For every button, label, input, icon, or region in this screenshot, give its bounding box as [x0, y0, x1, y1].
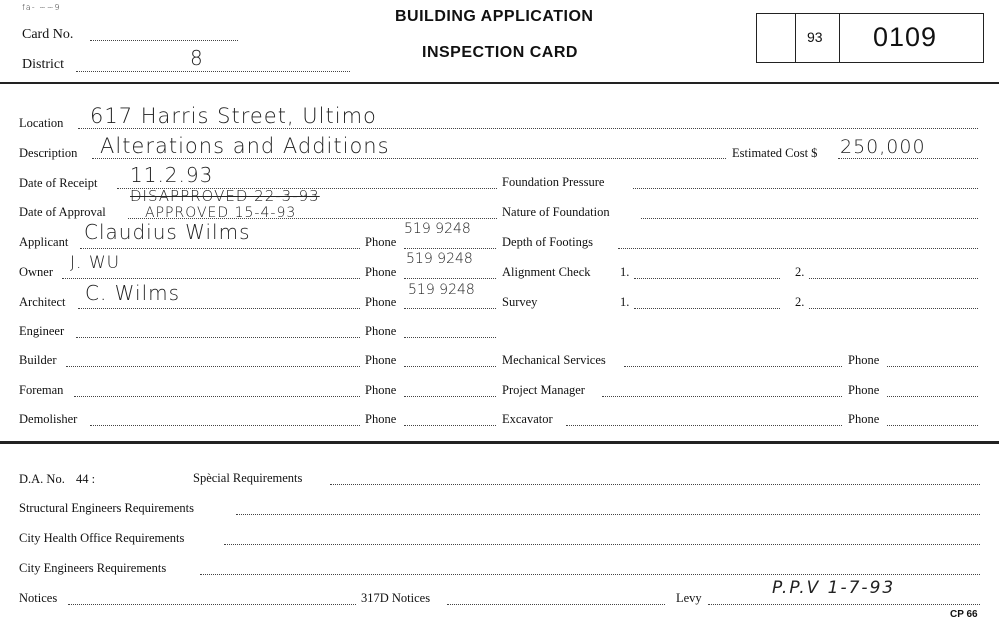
- date-approval-value-1: DISAPPROVED 22-3-93: [130, 187, 320, 205]
- description-field[interactable]: [92, 158, 726, 159]
- form-title: BUILDING APPLICATION: [395, 8, 594, 25]
- health-requirements-field[interactable]: [224, 544, 980, 545]
- location-label: Location: [19, 116, 64, 130]
- foreman-label: Foreman: [19, 383, 64, 397]
- levy-value: P.P.V 1-7-93: [772, 578, 896, 598]
- owner-phone-field[interactable]: [404, 278, 496, 279]
- date-approval-value-2: APPROVED 15-4-93: [145, 205, 297, 221]
- survey-label: Survey: [502, 295, 538, 309]
- structural-requirements-field[interactable]: [236, 514, 980, 515]
- owner-value: J. WU: [70, 253, 121, 273]
- demolisher-field[interactable]: [90, 425, 360, 426]
- project-manager-label: Project Manager: [502, 383, 585, 397]
- alignment-check-2-field[interactable]: [809, 278, 978, 279]
- engineer-phone-field[interactable]: [404, 337, 496, 338]
- levy-label: Levy: [676, 591, 702, 605]
- date-receipt-value: 11.2.93: [130, 163, 214, 187]
- box-divider: [839, 14, 840, 62]
- special-requirements-field[interactable]: [330, 484, 980, 485]
- notices-field[interactable]: [68, 604, 356, 605]
- excavator-phone-label: Phone: [848, 412, 880, 426]
- nature-foundation-label: Nature of Foundation: [502, 205, 610, 219]
- survey-one-label: 1.: [620, 295, 630, 309]
- location-field[interactable]: [78, 128, 978, 129]
- engineer-field[interactable]: [76, 337, 360, 338]
- mechanical-phone-label: Phone: [848, 353, 880, 367]
- district-field[interactable]: [76, 71, 350, 72]
- description-label: Description: [19, 146, 78, 160]
- estimated-cost-value: 250,000: [840, 136, 926, 158]
- nature-foundation-field[interactable]: [641, 218, 978, 219]
- corner-scrawl: fa- ~~9: [22, 3, 61, 12]
- architect-phone-value: 519 9248: [408, 282, 475, 298]
- mechanical-phone-field[interactable]: [887, 366, 978, 367]
- builder-phone-label: Phone: [365, 353, 397, 367]
- da-no-label: D.A. No.: [19, 472, 65, 486]
- card-number-box: [756, 13, 984, 63]
- notices-317d-field[interactable]: [447, 604, 665, 605]
- foreman-phone-field[interactable]: [404, 396, 496, 397]
- architect-phone-label: Phone: [365, 295, 397, 309]
- foreman-field[interactable]: [74, 396, 360, 397]
- project-manager-phone-label: Phone: [848, 383, 880, 397]
- description-value: Alterations and Additions: [100, 134, 390, 158]
- applicant-phone-label: Phone: [365, 235, 397, 249]
- card-number: 0109: [873, 22, 938, 52]
- header-rule: [0, 82, 999, 84]
- applicant-field[interactable]: [80, 248, 360, 249]
- survey-1-field[interactable]: [634, 308, 780, 309]
- date-receipt-label: Date of Receipt: [19, 176, 98, 190]
- builder-label: Builder: [19, 353, 57, 367]
- project-manager-phone-field[interactable]: [887, 396, 978, 397]
- architect-label: Architect: [19, 295, 66, 309]
- mechanical-label: Mechanical Services: [502, 353, 606, 367]
- foundation-pressure-label: Foundation Pressure: [502, 175, 605, 189]
- city-engineers-requirements-field[interactable]: [200, 574, 980, 575]
- levy-field[interactable]: [708, 604, 980, 605]
- architect-field[interactable]: [78, 308, 360, 309]
- owner-field[interactable]: [62, 278, 360, 279]
- owner-phone-value: 519 9248: [406, 251, 473, 267]
- foundation-pressure-field[interactable]: [633, 188, 978, 189]
- notices-317d-label: 317D Notices: [361, 591, 431, 605]
- district-label: District: [22, 57, 64, 72]
- applicant-phone-field[interactable]: [404, 248, 496, 249]
- survey-two-label: 2.: [795, 295, 805, 309]
- alignment-check-label: Alignment Check: [502, 265, 591, 279]
- depth-footings-field[interactable]: [618, 248, 978, 249]
- estimated-cost-field[interactable]: [838, 158, 978, 159]
- date-approval-label: Date of Approval: [19, 205, 106, 219]
- engineer-label: Engineer: [19, 324, 65, 338]
- alignment-one-label: 1.: [620, 265, 630, 279]
- excavator-phone-field[interactable]: [887, 425, 978, 426]
- foreman-phone-label: Phone: [365, 383, 397, 397]
- card-year: 93: [807, 29, 823, 45]
- card-no-field[interactable]: [90, 40, 238, 41]
- applicant-phone-value: 519 9248: [404, 221, 471, 237]
- engineer-phone-label: Phone: [365, 324, 397, 338]
- depth-footings-label: Depth of Footings: [502, 235, 593, 249]
- estimated-cost-label: Estimated Cost $: [732, 146, 818, 160]
- excavator-label: Excavator: [502, 412, 553, 426]
- card-no-label: Card No.: [22, 27, 74, 42]
- owner-label: Owner: [19, 265, 54, 279]
- form-subtitle: INSPECTION CARD: [422, 44, 578, 61]
- survey-2-field[interactable]: [809, 308, 978, 309]
- demolisher-phone-label: Phone: [365, 412, 397, 426]
- architect-phone-field[interactable]: [404, 308, 496, 309]
- demolisher-phone-field[interactable]: [404, 425, 496, 426]
- district-value: 8: [190, 46, 204, 70]
- notices-label: Notices: [19, 591, 58, 605]
- owner-phone-label: Phone: [365, 265, 397, 279]
- section-rule: [0, 441, 999, 444]
- alignment-two-label: 2.: [795, 265, 805, 279]
- architect-value: C. Wilms: [85, 281, 181, 305]
- demolisher-label: Demolisher: [19, 412, 78, 426]
- special-requirements-label: Spècial Requirements: [193, 471, 303, 485]
- project-manager-field[interactable]: [602, 396, 842, 397]
- box-divider: [795, 14, 796, 62]
- location-value: 617 Harris Street, Ultimo: [90, 104, 377, 128]
- da-no-value: 44 :: [76, 472, 96, 486]
- mechanical-field[interactable]: [624, 366, 842, 367]
- excavator-field[interactable]: [566, 425, 842, 426]
- builder-phone-field[interactable]: [404, 366, 496, 367]
- applicant-label: Applicant: [19, 235, 69, 249]
- city-engineers-requirements-label: City Engineers Requirements: [19, 561, 167, 575]
- structural-requirements-label: Structural Engineers Requirements: [19, 501, 194, 515]
- applicant-value: Claudius Wilms: [84, 220, 251, 244]
- alignment-check-1-field[interactable]: [634, 278, 780, 279]
- form-code: CP 66: [950, 609, 978, 620]
- health-requirements-label: City Health Office Requirements: [19, 531, 185, 545]
- builder-field[interactable]: [66, 366, 360, 367]
